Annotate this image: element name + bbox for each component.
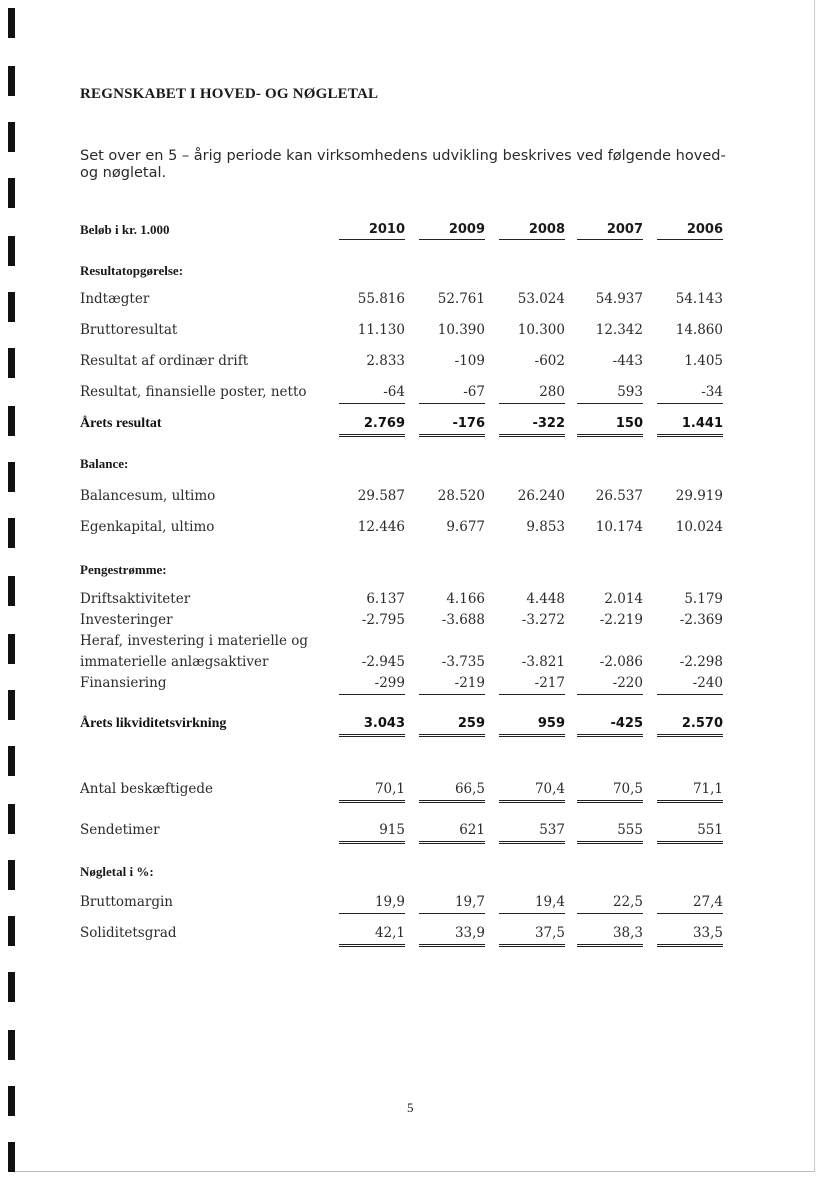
value-cell: 150 xyxy=(577,416,643,437)
value-cell: 4.448 xyxy=(526,591,565,607)
value-cell: -2.369 xyxy=(679,612,723,628)
row-label: Heraf, investering i materielle og xyxy=(80,633,309,649)
row-label: Soliditetsgrad xyxy=(80,925,177,941)
value-cell: -443 xyxy=(612,353,643,369)
binder-mark xyxy=(8,860,15,890)
row-label: Bruttoresultat xyxy=(80,322,178,338)
value-cell: -3.821 xyxy=(521,654,565,670)
value-cell: 42,1 xyxy=(339,925,405,947)
value-cell: -67 xyxy=(419,384,485,404)
year-header: 2010 xyxy=(339,222,405,240)
value-cell: -109 xyxy=(454,353,485,369)
value-cell: -176 xyxy=(419,416,485,437)
value-cell: -322 xyxy=(499,416,565,437)
value-cell: 259 xyxy=(419,716,485,737)
row-label: Finansiering xyxy=(80,675,167,691)
value-cell: 12.342 xyxy=(595,322,643,338)
page-title: REGNSKABET I HOVED- OG NØGLETAL xyxy=(80,86,379,102)
binder-mark xyxy=(8,406,15,436)
year-header: 2006 xyxy=(657,222,723,240)
page-number: 5 xyxy=(407,1100,414,1115)
value-cell: 19,7 xyxy=(419,894,485,914)
value-cell: 71,1 xyxy=(657,781,723,803)
value-cell: 26.537 xyxy=(595,488,643,504)
row-label: Bruttomargin xyxy=(80,894,174,910)
value-cell: -299 xyxy=(339,675,405,695)
row-label: Driftsaktiviteter xyxy=(80,591,191,607)
binder-mark xyxy=(8,916,15,946)
binder-mark xyxy=(8,972,15,1002)
value-cell: 9.677 xyxy=(446,519,485,535)
value-cell: 54.937 xyxy=(595,291,643,307)
value-cell: -3.735 xyxy=(441,654,485,670)
value-cell: 915 xyxy=(339,822,405,844)
binder-mark xyxy=(8,690,15,720)
value-cell: 27,4 xyxy=(657,894,723,914)
value-cell: 2.833 xyxy=(366,353,405,369)
value-cell: 14.860 xyxy=(675,322,723,338)
value-cell: 70,5 xyxy=(577,781,643,803)
value-cell: 38,3 xyxy=(577,925,643,947)
row-label: Årets likviditetsvirkning xyxy=(80,716,227,731)
binder-mark xyxy=(8,122,15,152)
value-cell: -3.688 xyxy=(441,612,485,628)
value-cell: 53.024 xyxy=(517,291,565,307)
value-cell: 26.240 xyxy=(517,488,565,504)
binder-mark xyxy=(8,8,15,38)
value-cell: 19,4 xyxy=(499,894,565,914)
value-cell: -2.219 xyxy=(599,612,643,628)
value-cell: 37,5 xyxy=(499,925,565,947)
value-cell: -220 xyxy=(577,675,643,695)
value-cell: -602 xyxy=(534,353,565,369)
binder-mark xyxy=(8,462,15,492)
value-cell: 29.919 xyxy=(675,488,723,504)
value-cell: 10.024 xyxy=(675,519,723,535)
year-header: 2008 xyxy=(499,222,565,240)
value-cell: 54.143 xyxy=(675,291,723,307)
value-cell: -425 xyxy=(577,716,643,737)
row-label: Investeringer xyxy=(80,612,173,628)
value-cell: -2.795 xyxy=(361,612,405,628)
binder-mark xyxy=(8,804,15,834)
value-cell: 2.014 xyxy=(604,591,643,607)
section-heading-pengestroemme: Pengestrømme: xyxy=(80,562,167,577)
value-cell: 29.587 xyxy=(357,488,405,504)
value-cell: 551 xyxy=(657,822,723,844)
value-cell: 55.816 xyxy=(357,291,405,307)
value-cell: -240 xyxy=(657,675,723,695)
value-cell: 6.137 xyxy=(366,591,405,607)
value-cell: 11.130 xyxy=(357,322,405,338)
value-cell: 1.441 xyxy=(657,416,723,437)
year-header: 2009 xyxy=(419,222,485,240)
value-cell: 1.405 xyxy=(684,353,723,369)
value-cell: 10.300 xyxy=(517,322,565,338)
binder-mark xyxy=(8,236,15,266)
row-label: Årets resultat xyxy=(80,416,162,431)
binder-mark xyxy=(8,178,15,208)
row-label: Balancesum, ultimo xyxy=(80,488,216,504)
value-cell: 12.446 xyxy=(357,519,405,535)
value-cell: -34 xyxy=(657,384,723,404)
value-cell: -217 xyxy=(499,675,565,695)
section-heading-balance: Balance: xyxy=(80,456,129,471)
binder-mark xyxy=(8,576,15,606)
value-cell: 280 xyxy=(499,384,565,404)
value-cell: -2.945 xyxy=(361,654,405,670)
row-label: Indtægter xyxy=(80,291,150,307)
value-cell: 10.174 xyxy=(595,519,643,535)
row-label: Antal beskæftigede xyxy=(80,781,213,797)
value-cell: 28.520 xyxy=(437,488,485,504)
value-cell: -2.086 xyxy=(599,654,643,670)
binder-mark xyxy=(8,746,15,776)
value-cell: 555 xyxy=(577,822,643,844)
value-cell: 2.570 xyxy=(657,716,723,737)
row-label: Resultat af ordinær drift xyxy=(80,353,249,369)
intro-paragraph: Set over en 5 – årig periode kan virksomhedens udvikling beskrives ved følgende hoved- og nøgletal. xyxy=(80,148,726,181)
binder-mark xyxy=(8,1142,15,1172)
value-cell: 9.853 xyxy=(526,519,565,535)
binder-mark xyxy=(8,1086,15,1116)
binder-mark xyxy=(8,1030,15,1060)
binder-mark xyxy=(8,518,15,548)
value-cell: 2.769 xyxy=(339,416,405,437)
row-label: Resultat, finansielle poster, netto xyxy=(80,384,307,400)
section-heading-noegletal: Nøgletal i %: xyxy=(80,864,154,879)
value-cell: 4.166 xyxy=(446,591,485,607)
binder-mark xyxy=(8,634,15,664)
row-label: Egenkapital, ultimo xyxy=(80,519,215,535)
section-heading-resultat: Resultatopgørelse: xyxy=(80,263,184,278)
value-cell: 33,9 xyxy=(419,925,485,947)
value-cell: 593 xyxy=(577,384,643,404)
value-cell: 66,5 xyxy=(419,781,485,803)
value-cell: -3.272 xyxy=(521,612,565,628)
value-cell: 537 xyxy=(499,822,565,844)
amount-unit-label: Beløb i kr. 1.000 xyxy=(80,222,170,237)
value-cell: -64 xyxy=(339,384,405,404)
year-header: 2007 xyxy=(577,222,643,240)
value-cell: -2.298 xyxy=(679,654,723,670)
value-cell: -219 xyxy=(419,675,485,695)
value-cell: 5.179 xyxy=(684,591,723,607)
value-cell: 33,5 xyxy=(657,925,723,947)
value-cell: 19,9 xyxy=(339,894,405,914)
value-cell: 22,5 xyxy=(577,894,643,914)
value-cell: 3.043 xyxy=(339,716,405,737)
row-label-continued: immaterielle anlægsaktiver xyxy=(80,654,269,670)
row-label: Sendetimer xyxy=(80,822,160,838)
binder-mark xyxy=(8,348,15,378)
value-cell: 70,4 xyxy=(499,781,565,803)
value-cell: 70,1 xyxy=(339,781,405,803)
binder-mark xyxy=(8,66,15,96)
value-cell: 959 xyxy=(499,716,565,737)
binder-mark xyxy=(8,292,15,322)
value-cell: 52.761 xyxy=(437,291,485,307)
value-cell: 10.390 xyxy=(437,322,485,338)
value-cell: 621 xyxy=(419,822,485,844)
